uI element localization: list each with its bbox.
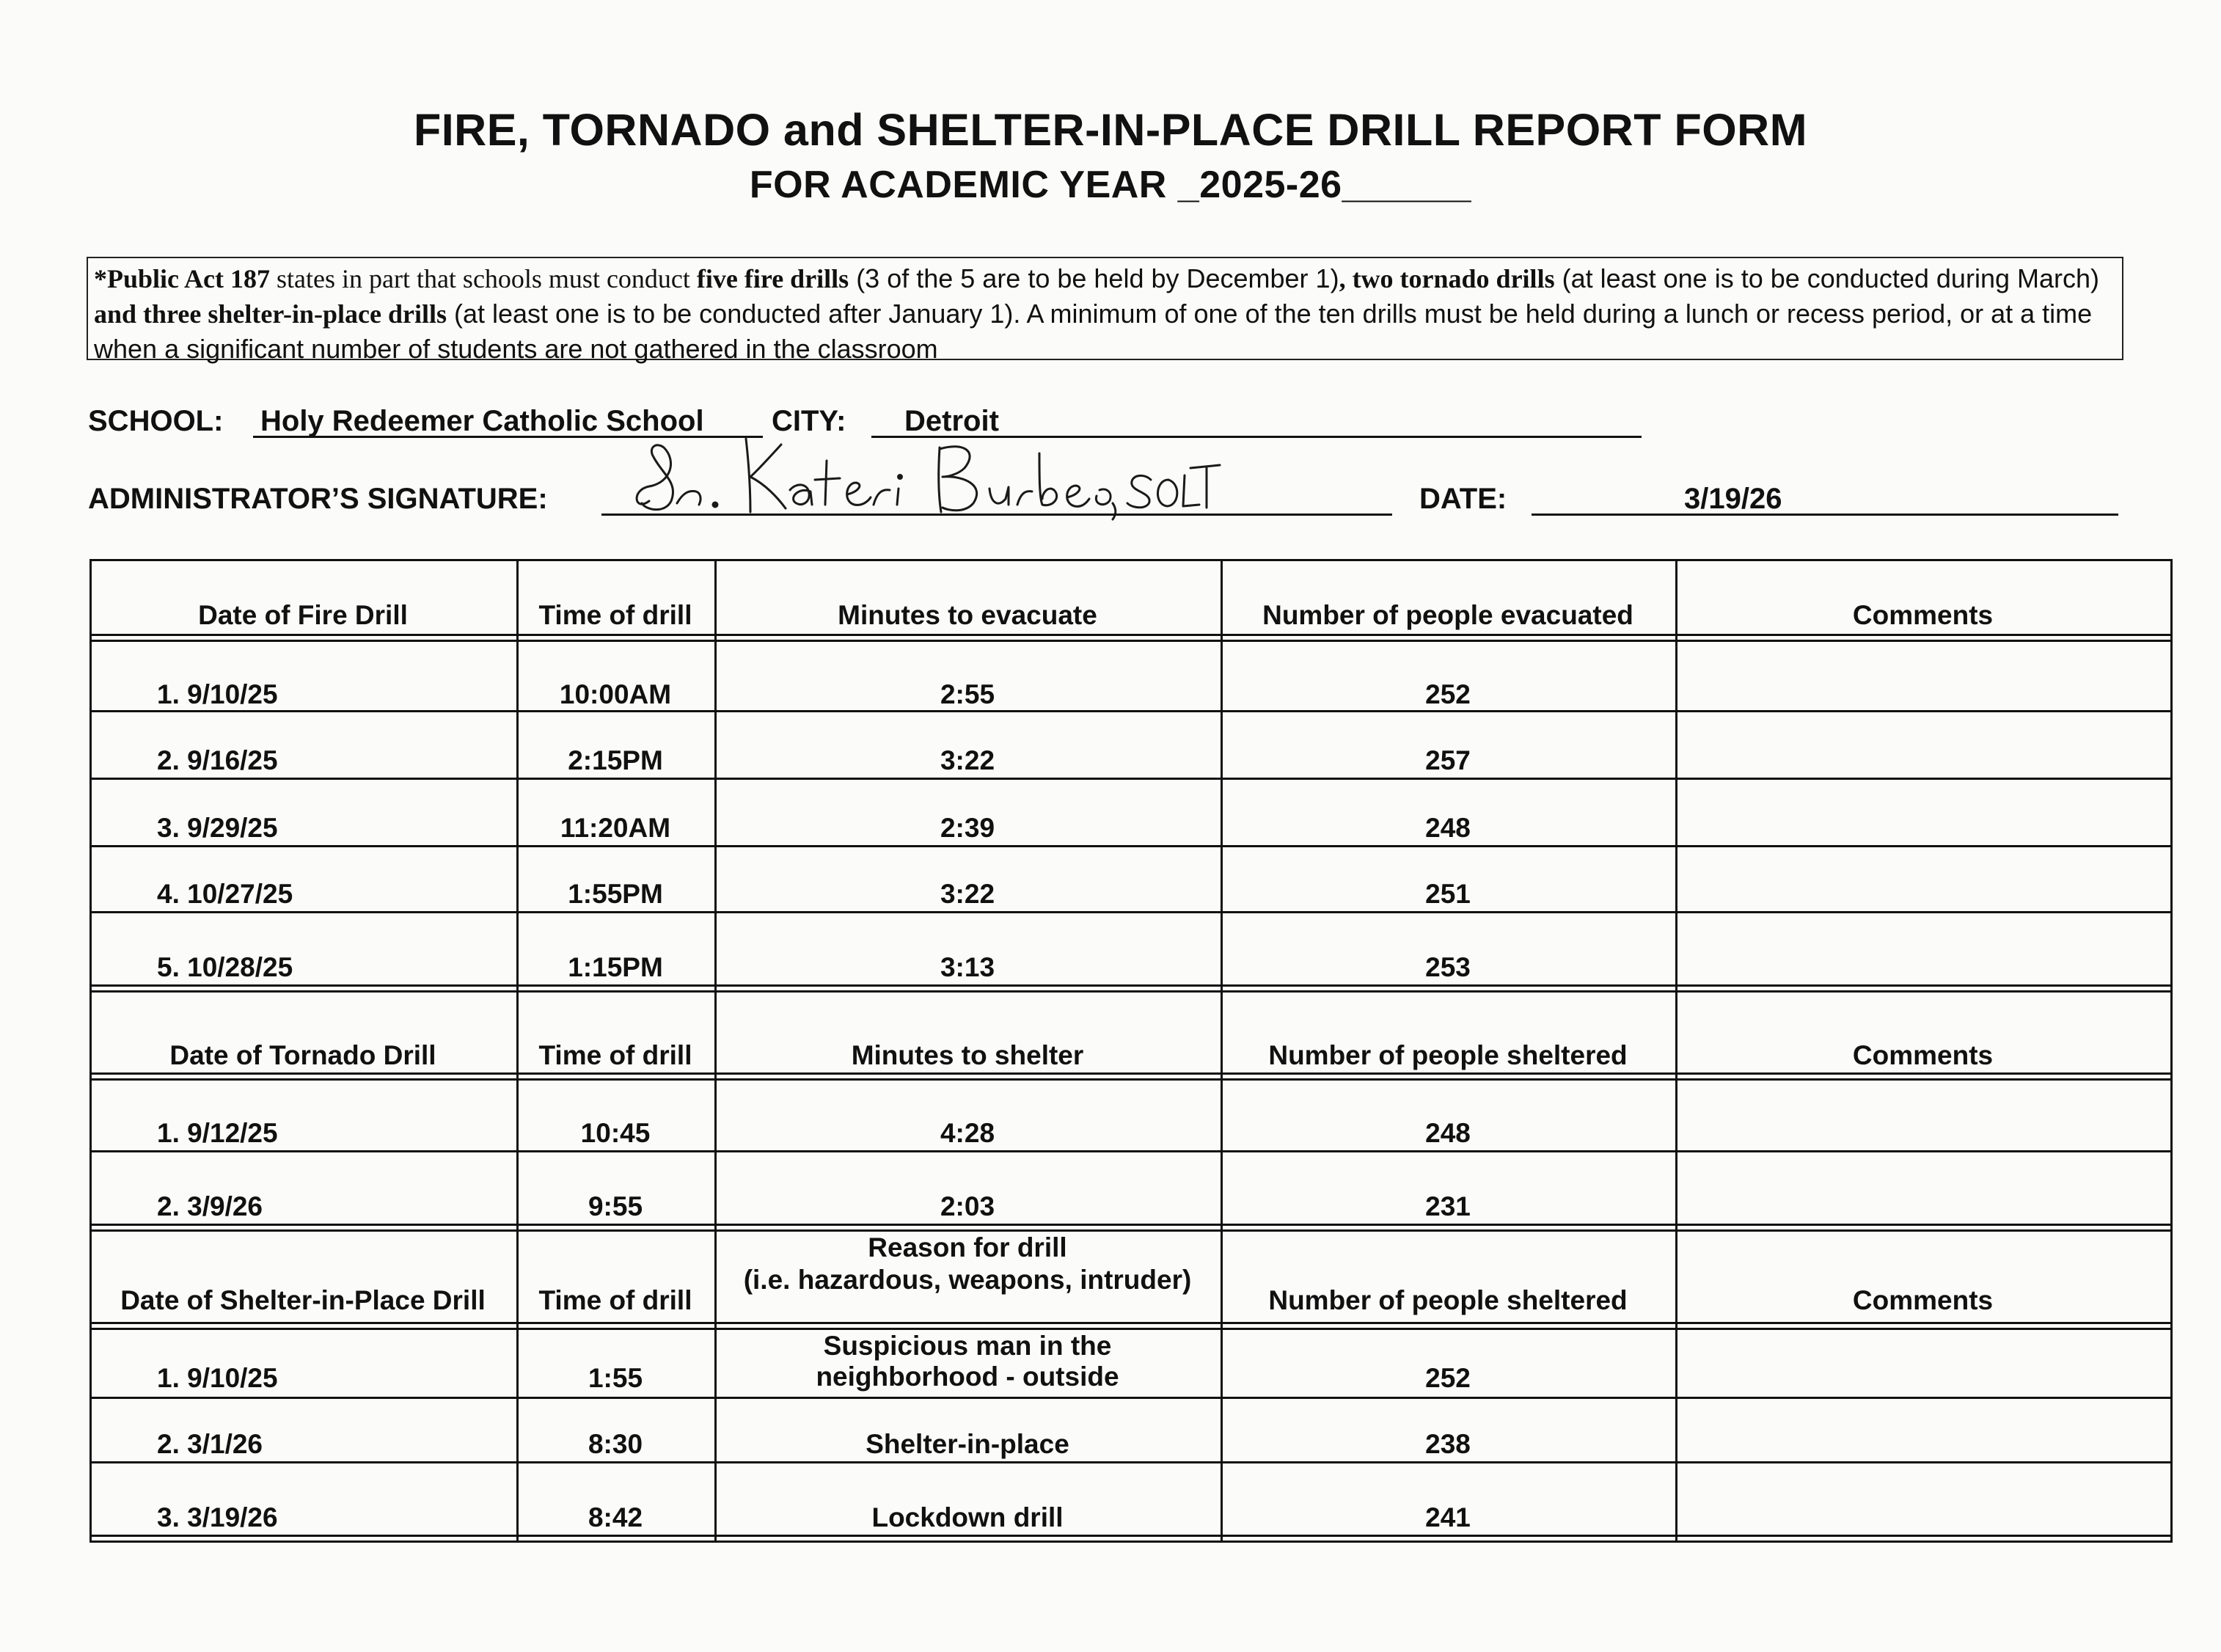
tornado-row-1-people: 248 [1425,1118,1471,1148]
tornado-row-1-date: 1. 9/12/25 [157,1118,278,1148]
city-label: CITY: [772,405,846,437]
fire-row-2-people: 257 [1425,745,1471,775]
tornado-row-2-minutes: 2:03 [940,1191,995,1221]
shelter-row-2-reason: Shelter-in-place [866,1429,1069,1459]
school-label: SCHOOL: [88,405,224,437]
shelter-header-people: Number of people sheltered [1268,1285,1628,1315]
fire-row-2-time: 2:15PM [568,745,663,775]
fire-row-4-time: 1:55PM [568,879,663,909]
administrator-signature [620,431,1221,527]
notice-shelter: and three shelter-in-place drills [94,299,447,329]
date-field[interactable]: 3/19/26 [1684,483,1782,515]
fire-header-comments: Comments [1852,600,1994,630]
fire-header-date: Date of Fire Drill [198,600,408,630]
fire-row-3-date: 3. 9/29/25 [157,813,278,843]
city-field[interactable]: Detroit [904,405,999,437]
form-subtitle [0,163,2221,207]
fire-row-2-minutes: 3:22 [940,745,995,775]
notice-fire: five fire drills [696,264,849,293]
shelter-header-date: Date of Shelter-in-Place Drill [120,1285,486,1315]
fire-row-2-date: 2. 9/16/25 [157,745,278,775]
tornado-row-1-time: 10:45 [580,1118,651,1148]
date-underline [1532,513,2118,516]
tornado-header-minutes: Minutes to shelter [851,1040,1084,1070]
notice-act: *Public Act 187 [94,264,270,293]
shelter-row-1-time: 1:55 [588,1363,643,1393]
notice-tornado: , two tornado drills [1339,264,1555,293]
signature-label: ADMINISTRATOR’S SIGNATURE: [88,483,548,515]
tornado-row-2-date: 2. 3/9/26 [157,1191,263,1221]
fire-row-1-minutes: 2:55 [940,679,995,709]
shelter-row-3-date: 3. 3/19/26 [157,1502,278,1532]
shelter-row-2-date: 2. 3/1/26 [157,1429,263,1459]
fire-row-1-people: 252 [1425,679,1471,709]
fire-row-4-minutes: 3:22 [940,879,995,909]
notice-text-4: (at least one is to be conducted after January 1). A minimum of one of the ten drills must be held during a lunch or recess period, or at a time when a significant number of students are not gathered in the classroom [94,299,2093,364]
shelter-row-3-reason: Lockdown drill [871,1502,1064,1532]
tornado-row-2-people: 231 [1425,1191,1471,1221]
tornado-header-people: Number of people sheltered [1268,1040,1628,1070]
notice-text-3: (at least one is to be conducted during March) [1554,263,2099,293]
notice-text-2: (3 of the 5 are to be held by December 1) [849,263,1339,293]
notice-text-1: states in part that schools must conduct [270,264,697,293]
shelter-header-reason-examples: (i.e. hazardous, weapons, intruder) [743,1265,1192,1295]
shelter-row-1-reason-line2: neighborhood - outside [816,1362,1119,1392]
tornado-header-date: Date of Tornado Drill [169,1040,436,1070]
fire-row-3-time: 11:20AM [560,813,671,843]
fire-row-1-date: 1. 9/10/25 [157,679,278,709]
school-field[interactable]: Holy Redeemer Catholic School [260,405,704,437]
fire-row-1-time: 10:00AM [559,679,672,709]
fire-header-time: Time of drill [538,600,692,630]
tornado-header-comments: Comments [1852,1040,1994,1070]
shelter-row-1-date: 1. 9/10/25 [157,1363,278,1393]
shelter-header-reason: Reason for drill [868,1232,1067,1262]
public-act-notice [87,257,2123,364]
date-label: DATE: [1419,483,1507,515]
fire-row-5-date: 5. 10/28/25 [157,952,293,982]
subtitle-suffix: ______ [1342,164,1472,206]
shelter-header-comments: Comments [1852,1285,1994,1315]
fire-row-5-time: 1:15PM [568,952,663,982]
shelter-row-1-reason-line1: Suspicious man in the [823,1331,1112,1361]
fire-header-minutes: Minutes to evacuate [838,600,1097,630]
shelter-row-2-time: 8:30 [588,1429,643,1459]
tornado-row-2-time: 9:55 [588,1191,643,1221]
shelter-row-2-people: 238 [1425,1429,1471,1459]
subtitle-prefix: FOR ACADEMIC YEAR _ [749,164,1200,206]
shelter-row-3-time: 8:42 [588,1502,643,1532]
shelter-header-time: Time of drill [538,1285,692,1315]
shelter-row-3-people: 241 [1425,1502,1471,1532]
tornado-header-time: Time of drill [538,1040,692,1070]
fire-row-4-date: 4. 10/27/25 [157,879,293,909]
fire-row-3-people: 248 [1425,813,1471,843]
signature-underline [601,513,1392,516]
fire-row-5-minutes: 3:13 [940,952,995,982]
academic-year: 2025-26 [1199,164,1342,206]
shelter-row-1-people: 252 [1425,1363,1471,1393]
fire-row-5-people: 253 [1425,952,1471,982]
fire-header-people: Number of people evacuated [1262,600,1633,630]
fire-row-3-minutes: 2:39 [940,813,995,843]
fire-row-4-people: 251 [1425,879,1471,909]
drill-table [89,559,2173,1542]
tornado-row-1-minutes: 4:28 [940,1118,995,1148]
form-title: FIRE, TORNADO and SHELTER-IN-PLACE DRILL REPORT FORM [413,105,1808,155]
